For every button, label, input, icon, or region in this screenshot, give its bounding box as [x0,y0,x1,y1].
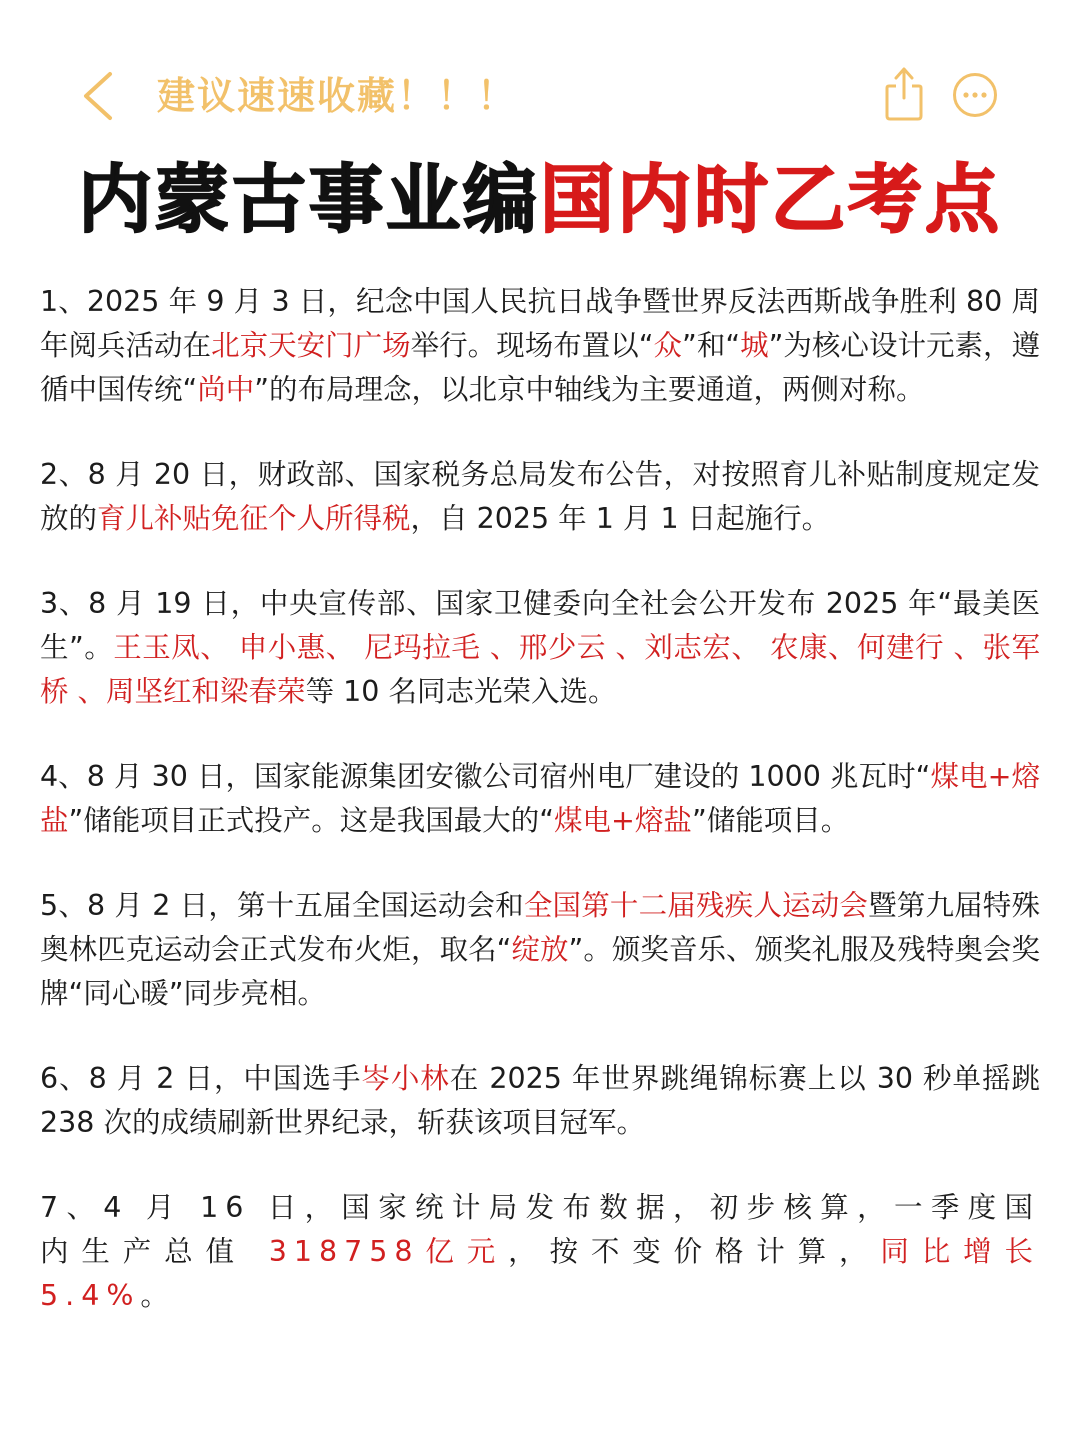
chevron-left-icon [74,66,124,126]
item-text: ”储能项目。 [691,804,850,837]
item-text: ”为核心设计元素，遵循中国传统“ [40,329,1041,406]
news-item [40,1057,1040,1145]
news-item [40,1186,1040,1318]
more-button[interactable] [952,72,998,118]
news-item [40,884,1040,1016]
item-text: 4、8 月 30 日，国家能源集团安徽公司宿州电厂建设的 1000 兆瓦时“ [40,760,931,793]
highlighted-keyword: 尚中 [197,373,255,406]
item-text: ”。颁奖音乐、颁奖礼服及残特奥会奖牌“同心暖”同步亮相。 [40,933,1040,1010]
item-text: 6、8 月 2 日，中国选手 [40,1062,362,1095]
headline-red-part: 国内时乙考点 [540,157,1002,243]
item-text: 等 10 名同志光荣入选。 [305,675,617,708]
headline-black-part: 内蒙古事业编 [78,157,540,243]
highlighted-keyword: 城 [740,329,769,362]
highlighted-keyword: 煤电+熔盐 [554,804,692,837]
news-item [40,755,1040,843]
article-content [40,280,1040,1359]
item-text: ，自 2025 年 1 月 1 日起施行。 [410,502,831,535]
more-dots-icon [952,72,998,118]
highlighted-keyword: 育儿补贴免征个人所得税 [97,502,411,535]
news-item [40,280,1040,412]
highlighted-keyword: 北京天安门广场 [211,329,411,362]
highlighted-keyword: 绽放 [511,933,569,966]
share-button[interactable] [884,66,924,122]
highlighted-keyword: 众 [653,329,683,362]
news-item [40,453,1040,541]
page-headline [0,150,1080,250]
highlighted-keyword: 岑小林 [361,1062,450,1095]
item-text: 暨第九届特殊奥林匹克运动会正式发布火炬，取名“ [40,889,1040,966]
item-text: ，按不变价格计算， [508,1235,881,1268]
item-text: 举行。现场布置以“ [410,329,654,362]
item-text: 1、2025 年 9 月 3 日，纪念中国人民抗日战争暨世界反法西斯战争胜利 80 周年阅兵活动在 [40,285,1040,362]
item-text: 在 2025 年世界跳绳锦标赛上以 30 秒单摇跳 238 次的成绩刷新世界纪录，斩获该项目冠军。 [40,1062,1040,1139]
highlighted-keyword: 煤电+熔盐 [40,760,1040,837]
item-text: ”的布局理念，以北京中轴线为主要通道，两侧对称。 [254,373,925,406]
news-item [40,582,1040,714]
back-button[interactable] [74,66,124,126]
item-text: 。 [140,1279,176,1312]
item-text: ”和“ [682,329,741,362]
item-text: 5、8 月 2 日，第十五届全国运动会和 [40,889,524,922]
highlighted-keyword: 318758亿元 [268,1235,509,1268]
item-text: 3、8 月 19 日，中央宣传部、国家卫健委向全社会公开发布 2025 年“最美医生”。 [40,587,1040,664]
highlighted-keyword: 同比增长 5.4% [40,1235,1040,1312]
nav-title: 建议速速收藏！！！ [157,74,518,118]
item-text: ”储能项目正式投产。这是我国最大的“ [68,804,555,837]
item-text: 2、8 月 20 日，财政部、国家税务总局发布公告，对按照育儿补贴制度规定发放的 [40,458,1040,535]
highlighted-keyword: 全国第十二届残疾人运动会 [523,889,869,922]
highlighted-keyword: 王玉凤、 申小惠、 尼玛拉毛 、邢少云 、刘志宏、 农康、何建行 、张军桥 、周坚红和梁春荣 [40,631,1041,708]
share-icon [884,66,924,122]
item-text: 7、4 月 16 日，国家统计局发布数据，初步核算，一季度国内生产总值 [40,1191,1040,1268]
